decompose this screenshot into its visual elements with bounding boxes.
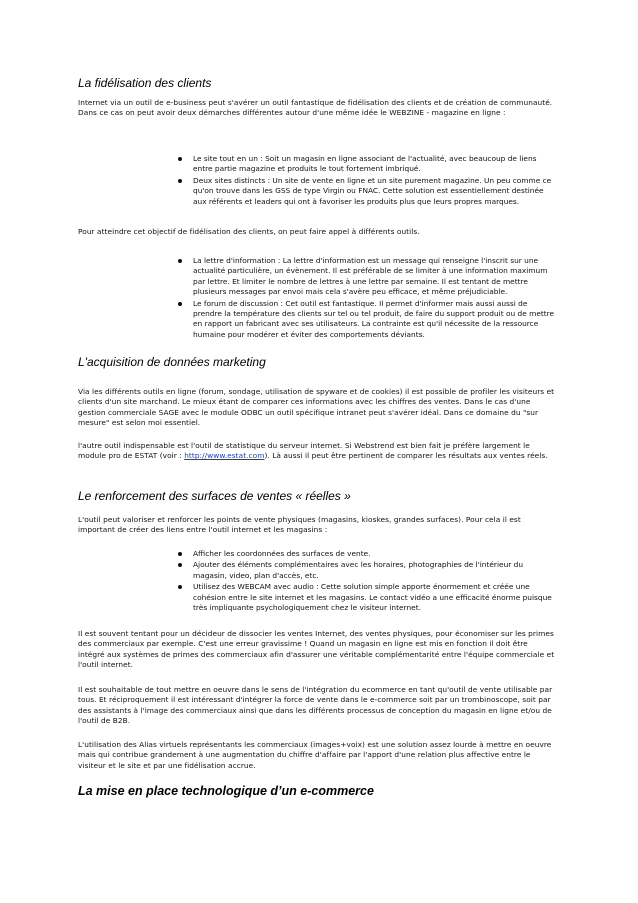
bullet-icon xyxy=(178,585,182,589)
bullet-icon xyxy=(178,302,182,306)
paragraph: L'utilisation des Alias virtuels représentants les commerciaux (images+voix) est une solution assez lourde à mettre en oeuvre mais qui contribue grandement à une augmentation du chiffre d'affaire par l'apport d'une relation plus affective entre le visiteur et le site et par une fidélisation accrue. xyxy=(78,740,552,770)
list-item: Le forum de discussion : Cet outil est fantastique. Il permet d'informer mais aussi aussi de prendre la température des clients sur tel ou tel produit, de faire du support produit ou de mettre en rapport un fabricant avec ses utilisateurs. La contrainte est qu'il nécessite de la ressource humaine pour modérer et éviter des comportements déviants. xyxy=(78,299,556,341)
paragraph: Via les différents outils en ligne (forum, sondage, utilisation de spyware et de cookies) il est possible de profiler les visiteurs et clients d'un site marchand. Le mieux étant de comparer ces informations avec les chiffres des ventes. Dans le cas d'une gestion commerciale SAGE avec le module ODBC un outil spécifique intranet peut s'avérer idéal. Dans ce domaine du "sur mesure" est selon moi essentiel. xyxy=(78,387,555,428)
paragraph: Pour atteindre cet objectif de fidélisation des clients, on peut faire appel à différents outils. xyxy=(78,227,420,236)
section-title-renforcement: Le renforcement des surfaces de ventes « réelles » xyxy=(78,489,351,503)
bullet-list xyxy=(78,154,556,208)
bullet-icon xyxy=(178,259,182,263)
bullet-icon xyxy=(178,552,182,556)
list-item: Deux sites distincts : Un site de vente en ligne et un site purement magazine. Un peu comme ce qu'on trouve dans les GSS de type Virgin ou FNAC. Cette solution est essentiellement destinée aux référents et leaders qui ont à favoriser les produits plus que leurs propres marques. xyxy=(78,176,556,207)
paragraph: Il est souvent tentant pour un décideur de dissocier les ventes Internet, des ventes physiques, pour économiser sur les primes des commerciaux par exemple. C'est une erreur gravissime ! Quand un magasin en ligne est mis en fonction il doit être intégré aux systèmes de primes des commerciaux afin d'assurer une véritable complémentarité entre l'équipe commerciale et l'outil internet. xyxy=(78,629,555,670)
bullet-list xyxy=(78,549,556,614)
bullet-list xyxy=(78,256,556,341)
paragraph: Internet via un outil de e-business peut s'avérer un outil fantastique de fidélisation des clients et de création de communauté. Dans ce cas on peut avoir deux démarches différentes autour d'une même idée le WEBZINE - magazine en ligne : xyxy=(78,98,553,118)
section-title-fidelisation: La fidélisation des clients xyxy=(78,76,212,90)
bullet-icon xyxy=(178,563,182,567)
bullet-icon xyxy=(178,157,182,161)
section-title-mise-en-place: La mise en place technologique d’un e-commerce xyxy=(78,784,374,798)
list-item: Le site tout en un : Soit un magasin en ligne associant de l'actualité, avec beaucoup de liens entre partie magazine et produits le tout fortement imbriqué. xyxy=(78,154,556,175)
list-item: Afficher les coordonnées des surfaces de vente. xyxy=(78,549,556,559)
list-item: Utilisez des WEBCAM avec audio : Cette solution simple apporte énormement et créée une cohésion entre le site internet et les magasins. Le contact vidéo a une efficacité énorme puisque très impliquante psychologiquement chez le visiteur internet. xyxy=(78,582,556,613)
section-title-acquisition: L'acquisition de données marketing xyxy=(78,355,266,369)
bullet-icon xyxy=(178,179,182,183)
paragraph: Il est souhaitable de tout mettre en oeuvre dans le sens de l'intégration du ecommerce en tant qu'outil de vente utilisable par tous. Et réciproquement il est intéressant d'intégrer la force de vente dans le e-commerce soit par un trombinoscope, soit par des assistants à l'image des commerciaux ainsi que dans les différents processus de conception du magasin en ligne et/ou de l'outil de B2B. xyxy=(78,685,553,726)
paragraph: l'autre outil indispensable est l'outil de statistique du serveur internet. Si Webstrend est bien fait je préfère largement le module pro de ESTAT (voir : http://www.estat.com). Là aussi il peut être pertinent de comparer les résultats aux ventes réels. xyxy=(78,441,548,461)
estat-link[interactable]: http://www.estat.com xyxy=(184,451,265,461)
list-item: Ajouter des éléments complémentaires avec les horaires, photographies de l'intérieur du magasin, video, plan d'accès, etc. xyxy=(78,560,556,581)
list-item: La lettre d'information : La lettre d'information est un message qui renseigne l'inscrit sur une actualité particulière, un évènement. Il est préférable de se limiter à une information maximum par lettre. Et limiter le nombre de lettres à une lettre par semaine. Il est tentant de mettre plusieurs messages par envoi mais cela s'avère peu efficace, et même préjudiciable. xyxy=(78,256,556,298)
paragraph: L'outil peut valoriser et renforcer les points de vente physiques (magasins, kioskes, grandes surfaces). Pour cela il est important de créer des liens entre l'outil internet et les magasins : xyxy=(78,515,521,535)
